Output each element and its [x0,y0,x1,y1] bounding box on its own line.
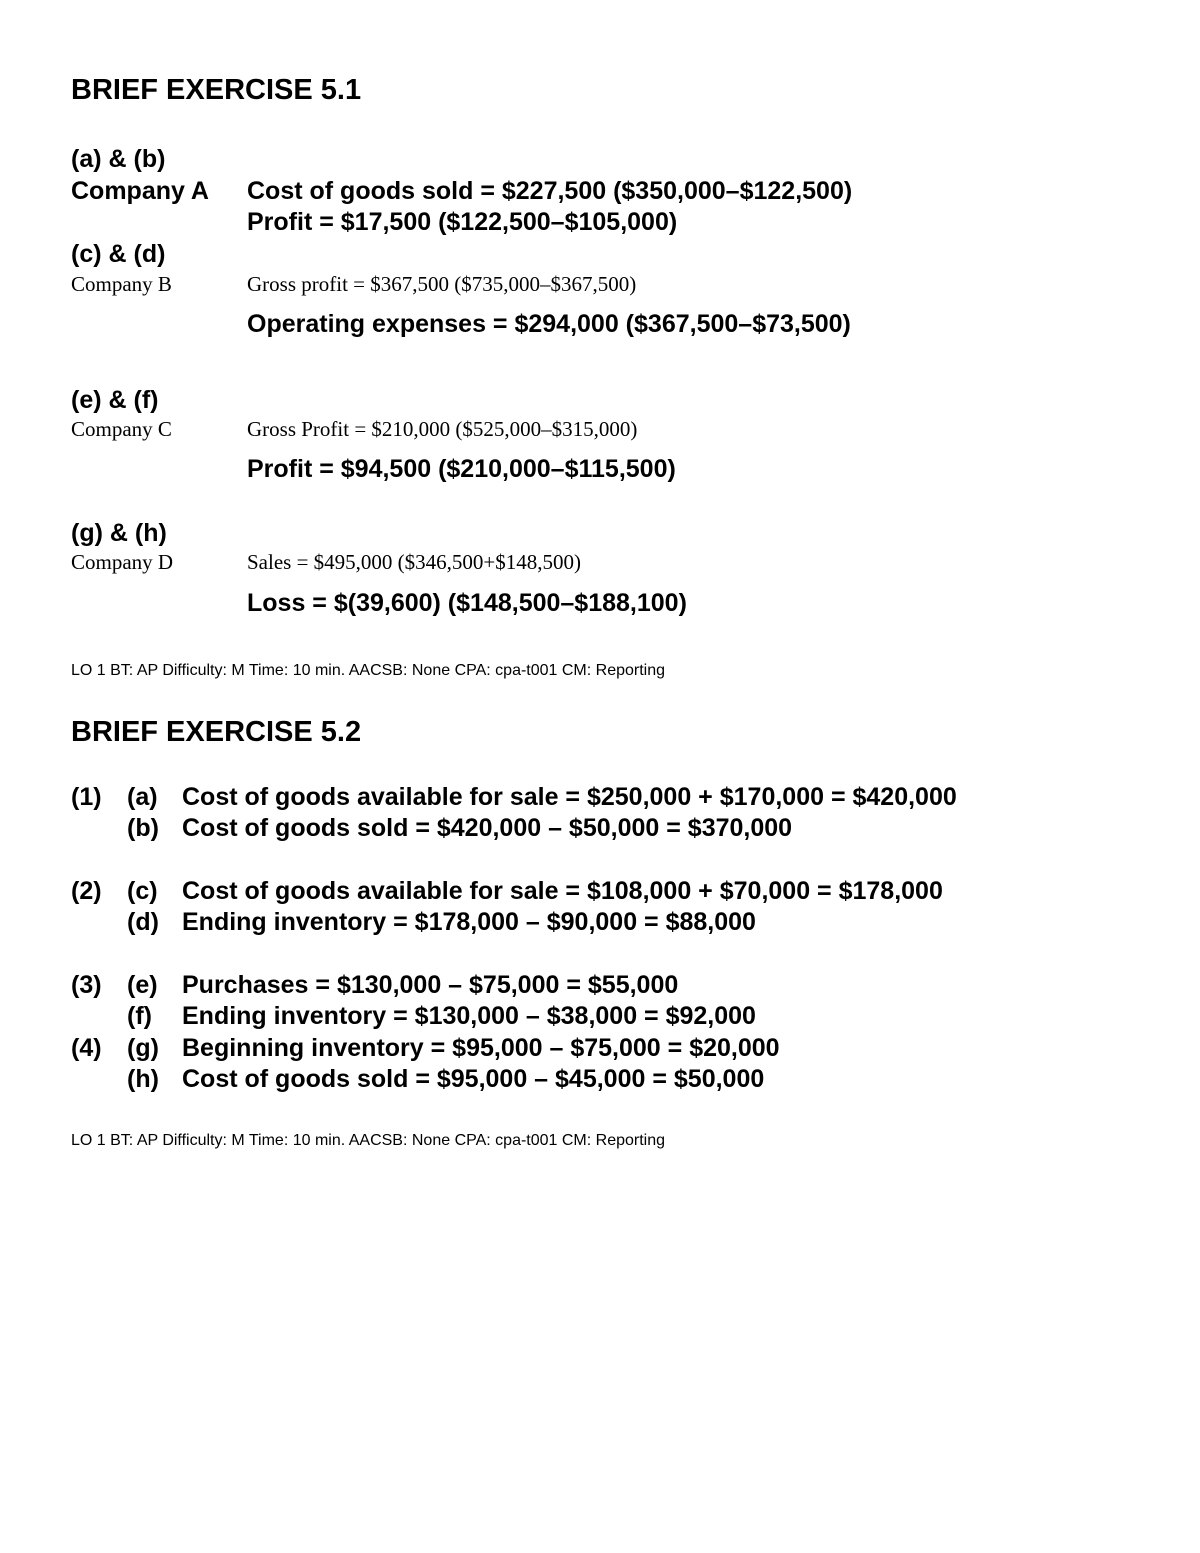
row-text: Cost of goods sold = $420,000 – $50,000 = $370,000 [182,814,793,842]
company-b-line-1: Gross profit = $367,500 ($735,000–$367,500) [247,272,637,296]
part-ef-label: (e) & (f) [71,386,159,414]
company-a-line-2: Profit = $17,500 ($122,500–$105,000) [247,208,678,236]
part-cd-label: (c) & (d) [71,240,166,268]
row-text: Beginning inventory = $95,000 – $75,000 = $20,000 [182,1034,780,1062]
row-text: Cost of goods available for sale = $108,000 + $70,000 = $178,000 [182,877,943,905]
company-b-line-2: Operating expenses = $294,000 ($367,500–$73,500) [247,310,851,338]
company-c-label: Company C [71,417,172,441]
company-d-label: Company D [71,550,174,574]
row-text: Purchases = $130,000 – $75,000 = $55,000 [182,971,679,999]
row-letter: (a) [127,783,158,811]
part-gh-label: (g) & (h) [71,519,167,547]
row-text: Ending inventory = $130,000 – $38,000 = $92,000 [182,1002,756,1030]
exercise-5-1-title: BRIEF EXERCISE 5.1 [71,74,362,106]
company-c-line-1: Gross Profit = $210,000 ($525,000–$315,000) [247,417,638,441]
company-a-label: Company A [71,177,209,205]
company-d-line-1: Sales = $495,000 ($346,500+$148,500) [247,550,582,574]
row-number: (1) [71,783,102,811]
row-letter: (h) [127,1065,159,1093]
row-letter: (d) [127,908,159,936]
company-a-line-1: Cost of goods sold = $227,500 ($350,000–$122,500) [247,177,853,205]
row-letter: (e) [127,971,158,999]
row-letter: (c) [127,877,158,905]
row-letter: (f) [127,1002,152,1030]
part-ab-label: (a) & (b) [71,145,166,173]
row-number: (3) [71,971,102,999]
exercise-5-2-title: BRIEF EXERCISE 5.2 [71,716,362,748]
row-letter: (b) [127,814,159,842]
row-number: (4) [71,1034,102,1062]
exercise-5-2-meta: LO 1 BT: AP Difficulty: M Time: 10 min. AACSB: None CPA: cpa-t001 CM: Reporting [71,1132,666,1149]
company-c-line-2: Profit = $94,500 ($210,000–$115,500) [247,455,676,483]
exercise-5-1-meta: LO 1 BT: AP Difficulty: M Time: 10 min. AACSB: None CPA: cpa-t001 CM: Reporting [71,662,666,679]
row-text: Cost of goods sold = $95,000 – $45,000 = $50,000 [182,1065,765,1093]
company-d-line-2: Loss = $(39,600) ($148,500–$188,100) [247,589,687,617]
row-number: (2) [71,877,102,905]
company-b-label: Company B [71,272,172,296]
row-letter: (g) [127,1034,159,1062]
row-text: Ending inventory = $178,000 – $90,000 = $88,000 [182,908,756,936]
row-text: Cost of goods available for sale = $250,000 + $170,000 = $420,000 [182,783,957,811]
